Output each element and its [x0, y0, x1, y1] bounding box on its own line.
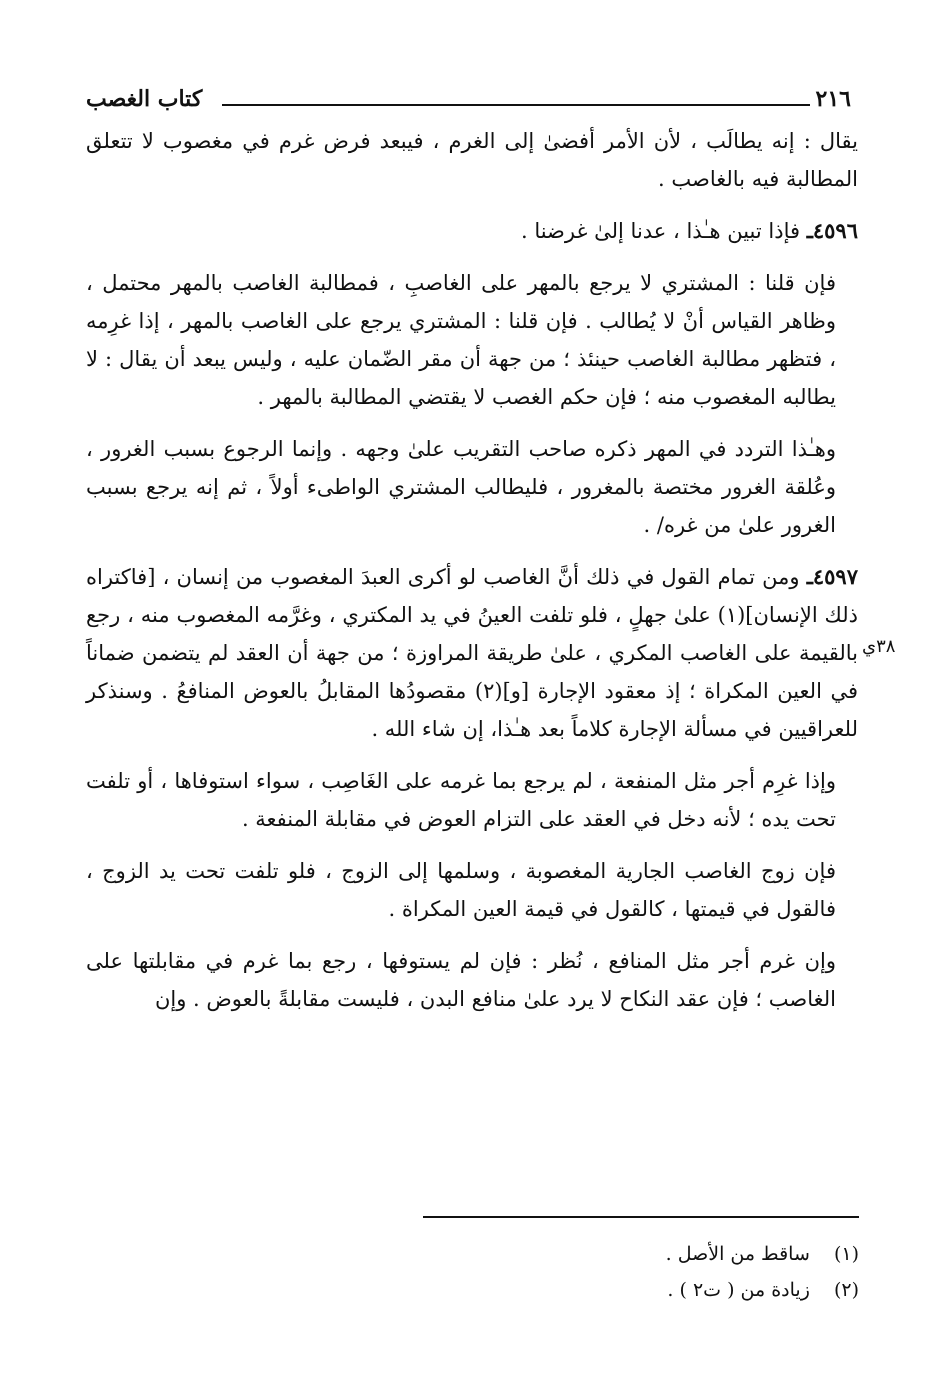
footnote — [423, 1236, 859, 1272]
paragraph: يقال : إنه يطالَب ، لأن الأمر أفضىٰ إلى الغرم ، فيبعد فرض غرم في مغصوب لا تتعلق المطالبة فيه بالغاصب . — [86, 129, 858, 191]
footnote-text: ساقط من الأصل . — [665, 1243, 810, 1265]
main-text — [86, 122, 858, 1032]
paragraph-text: ومن تمام القول في ذلك أنَّ الغاصب لو أكرى العبدَ المغصوب من إنسان ، [فاكتراه ذلك الإنسان](١) علىٰ جهلٍ ، فلو تلفت العينُ في يد المكتري ، وغرَّمه المغصوب منه ، رجع بالقيمة على الغاصب المكري ، علىٰ طريقة المراوزة ؛ من جهة أن العقد لم يتضمن ضماناً في العين المكراة ؛ إذ معقود الإجارة [و](٢) مقصودُها المقابلُ بالعوض المنافعُ . وسنذكر للعراقيين في مسألة الإجارة كلاماً بعد هـٰذا، إن شاء الله . — [86, 565, 859, 741]
header-rule — [222, 104, 810, 106]
paragraph-text: فإذا تبين هـٰذا ، عدنا إلىٰ غرضنا . — [520, 219, 801, 243]
footnote-text: زيادة من ( ت٢ ) . — [667, 1279, 810, 1301]
margin-folio-note: ٣٨ي — [862, 636, 896, 657]
paragraph: وإن غرم أجر مثل المنافع ، نُظر : فإن لم يستوفها ، رجع بما غرم في مقابلتها على الغاصب ؛ فإن عقد النكاح لا يرد علىٰ منافع البدن ، فليست مقابلةً بالعوض . وإن — [86, 949, 836, 1011]
paragraph-number: ٤٥٩٧ـ — [806, 564, 858, 589]
footnote — [423, 1272, 859, 1308]
page-number: ٢١٦ — [815, 86, 851, 112]
book-title: كتاب الغصب — [86, 86, 203, 112]
footnote-rule — [423, 1216, 859, 1218]
page-header — [86, 82, 851, 116]
footnote-marker: (١) — [833, 1243, 859, 1265]
paragraph-number: ٤٥٩٦ـ — [806, 218, 858, 243]
paragraph — [86, 558, 858, 748]
footnotes — [423, 1236, 859, 1308]
paragraph: فإن زوج الغاصب الجارية المغصوبة ، وسلمها إلى الزوج ، فلو تلفت تحت يد الزوج ، فالقول في قيمتها ، كالقول في قيمة العين المكراة . — [86, 859, 836, 921]
paragraph: فإن قلنا : المشتري لا يرجع بالمهر على الغاصبِ ، فمطالبة الغاصب بالمهر محتمل ، وظاهر القياس أنْ لا يُطالب . فإن قلنا : المشتري يرجع على الغاصب بالمهر ، إذا غرِمه ، فتظهر مطالبة الغاصب حينئذ ؛ من جهة أن مقر الضّمان عليه ، وليس يبعد أن يقال : لا يطالبه المغصوب منه ؛ فإن حكم الغصب لا يقتضي المطالبة بالمهر . — [86, 271, 836, 409]
paragraph: وإذا غرِم أجر مثل المنفعة ، لم يرجع بما غرمه على الغَاصِب ، سواء استوفاها ، أو تلفت تحت يده ؛ لأنه دخل في العقد على التزام العوض في مقابلة المنفعة . — [86, 769, 836, 831]
paragraph: وهـٰذا التردد في المهر ذكره صاحب التقريب علىٰ وجهه . وإنما الرجوع بسبب الغرور ، وعُلقة الغرور مختصة بالمغرور ، فليطالب المشتري الواطىء أولاً ، ثم إنه يرجع بسبب الغرور علىٰ من غره/ . — [86, 437, 836, 537]
paragraph — [86, 212, 858, 250]
footnote-marker: (٢) — [833, 1279, 859, 1301]
